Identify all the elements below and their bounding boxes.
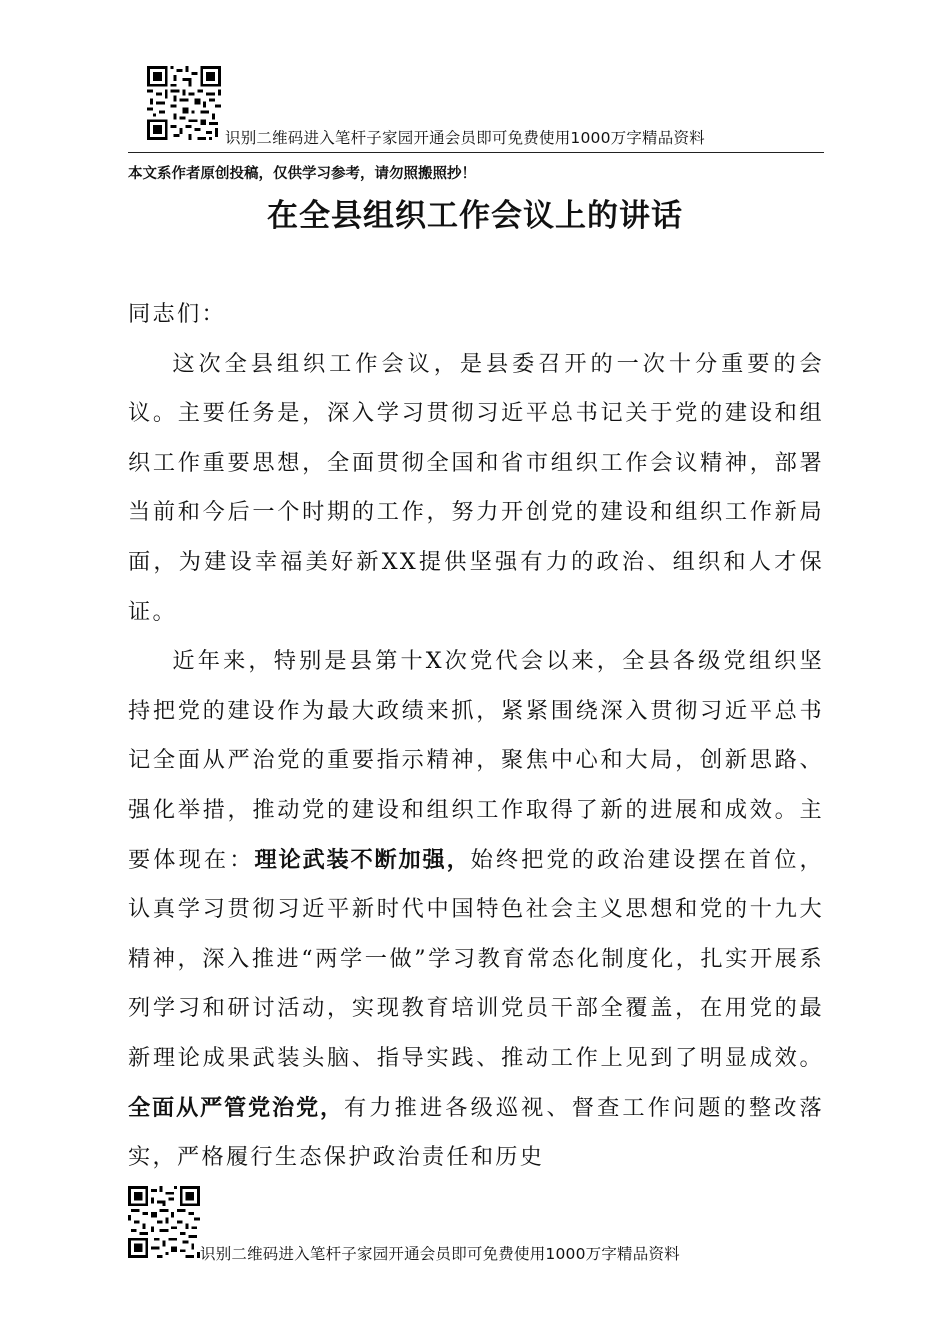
footer-promo-caption: 识别二维码进入笔杆子家园开通会员即可免费使用1000万字精品资料 [200, 1245, 680, 1263]
header-promo-caption: 识别二维码进入笔杆子家园开通会员即可免费使用1000万字精品资料 [225, 129, 705, 147]
originality-notice: 本文系作者原创投稿，仅供学习参考，请勿照搬照抄！ [128, 165, 476, 182]
qr-code-icon [128, 1186, 200, 1258]
paragraph-2-theory-text: 始终把党的政治建设摆在首位，认真学习贯彻习近平新时代中国特色社会主义思想和党的十九大精神，深入推进“两学一做”学习教育常态化制度化，扎实开展系列学习和研讨活动，实现教育培训党员干部全覆盖，在用党的最新理论成果武装头脑、指导实践、推动工作上见到了明显成效。 [128, 846, 825, 1071]
salutation: 同志们： [128, 301, 226, 327]
highlight-governance: 全面从严管党治党， [128, 1094, 345, 1121]
paragraph-2-intro: 近年来，特别是县第十X次党代会以来，全县各级党组织坚持把党的建设作为最大政绩来抓，紧紧围绕深入贯彻习近平总书记全面从严治党的重要指示精神，聚焦中心和大局，创新思路、强化举措，推动党的建设和组织工作取得了新的进展和成效。主要体现在： [128, 648, 824, 873]
paragraph-2 [128, 637, 824, 1183]
page-footer [128, 1186, 824, 1266]
document-body [128, 290, 824, 1183]
paragraph-2-governance-text: 有力推进各级巡视、督查工作问题的整改落实，严格履行生态保护政治责任和历史 [128, 1094, 825, 1171]
document-title: 在全县组织工作会议上的讲话 [267, 198, 683, 234]
page-header [128, 66, 824, 154]
header-divider [128, 152, 824, 153]
paragraph-1: 这次全县组织工作会议，是县委召开的一次十分重要的会议。主要任务是，深入学习贯彻习近平总书记关于党的建设和组织工作重要思想，全面贯彻全国和省市组织工作会议精神，部署当前和今后一个时期的工作，努力开创党的建设和组织工作新局面，为建设幸福美好新XX提供坚强有力的政治、组织和人才保证。 [128, 350, 824, 625]
highlight-theory: 理论武装不断加强， [254, 846, 471, 873]
qr-code-icon [147, 66, 221, 140]
